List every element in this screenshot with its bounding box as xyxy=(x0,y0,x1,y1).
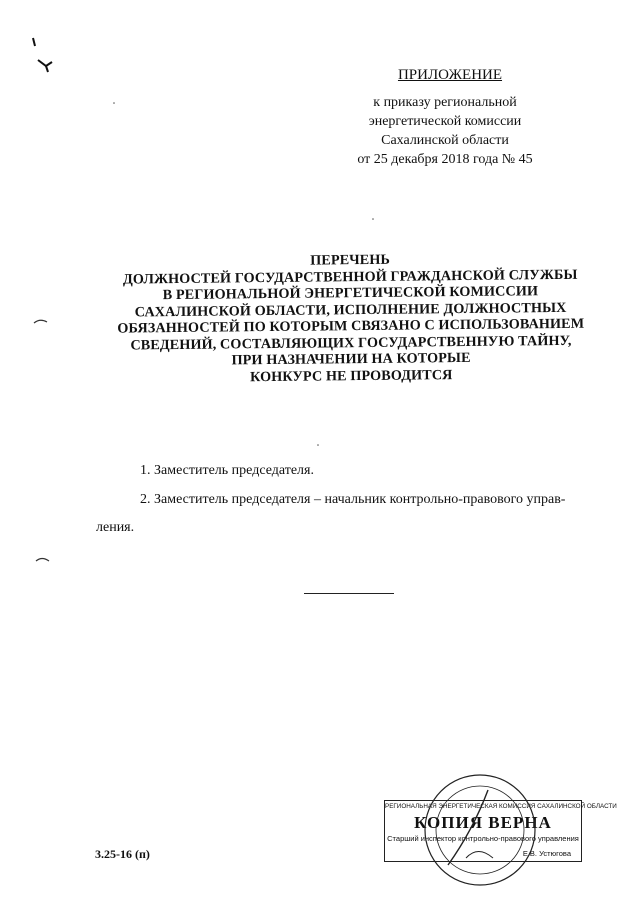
stamp-signer-name: Е.В. Устюгова xyxy=(522,849,571,858)
positions-list xyxy=(96,461,606,537)
title-line-7: ПРИ НАЗНАЧЕНИИ НА КОТОРЫЕ xyxy=(231,349,471,369)
stamp-organization: РЕГИОНАЛЬНАЯ ЭНЕРГЕТИЧЕСКАЯ КОМИССИЯ САХАЛИНСКОЙ ОБЛАСТИ xyxy=(385,803,617,810)
document-code: 3.25-16 (п) xyxy=(95,847,150,861)
appendix-line-date: от 25 декабря 2018 года № 45 xyxy=(357,152,533,167)
list-item-continuation: ления. xyxy=(96,520,135,535)
title-line-8: КОНКУРС НЕ ПРОВОДИТСЯ xyxy=(249,366,453,385)
appendix-header xyxy=(330,66,560,169)
end-separator-line xyxy=(304,593,394,594)
round-seal-icon xyxy=(418,770,543,890)
list-item: 1. Заместитель председателя. xyxy=(140,463,314,478)
appendix-line-order: к приказу региональной xyxy=(373,95,517,110)
document-title xyxy=(80,249,621,387)
title-line-2: ДОЛЖНОСТЕЙ ГОСУДАРСТВЕННОЙ ГРАЖДАНСКОЙ СЛУЖБЫ xyxy=(122,266,578,288)
title-line-1: ПЕРЕЧЕНЬ xyxy=(310,251,391,269)
stamp-position: Старший инспектор контрольно-правового управления xyxy=(387,834,579,843)
stamp-copy-label: КОПИЯ ВЕРНА xyxy=(414,813,552,832)
appendix-line-region: Сахалинской области xyxy=(381,133,509,148)
appendix-title: ПРИЛОЖЕНИЕ xyxy=(397,67,503,83)
title-line-4: САХАЛИНСКОЙ ОБЛАСТИ, ИСПОЛНЕНИЕ ДОЛЖНОСТНЫХ xyxy=(134,299,567,320)
list-item: 2. Заместитель председателя – начальник контрольно-правового управ- xyxy=(140,492,566,507)
title-line-6: СВЕДЕНИЙ, СОСТАВЛЯЮЩИХ ГОСУДАРСТВЕННУЮ ТАЙНУ, xyxy=(130,332,572,353)
appendix-line-commission: энергетической комиссии xyxy=(368,114,522,129)
title-line-3: В РЕГИОНАЛЬНОЙ ЭНЕРГЕТИЧЕСКОЙ КОМИССИИ xyxy=(162,283,539,304)
title-line-5: ОБЯЗАННОСТЕЙ ПО КОТОРЫМ СВЯЗАНО С ИСПОЛЬЗОВАНИЕМ xyxy=(117,315,585,337)
certification-stamp xyxy=(378,770,617,890)
